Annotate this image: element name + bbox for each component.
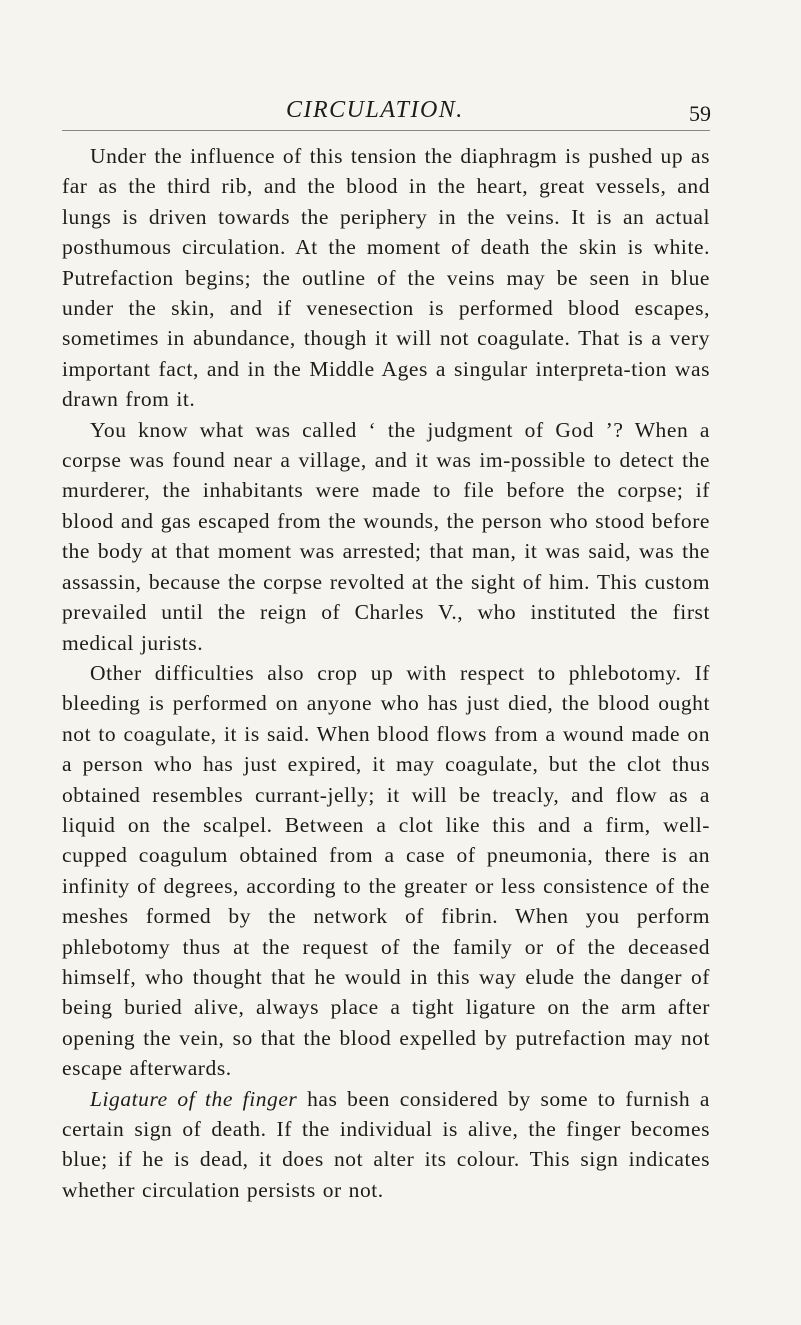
running-head bbox=[0, 96, 801, 126]
italic-lead: Ligature of the finger bbox=[90, 1086, 298, 1111]
paragraph-judgment-of-god: You know what was called ‘ the judgment of God ’? When a corpse was found near a village, and it was im-possible to detect the murderer, the inhabitants were made to file before the corpse; if blood and gas escaped from the wounds, the person who stood before the body at that moment was arrested; that man, it was said, was the assassin, because the corpse revolted at the sight of him. This custom prevailed until the reign of Charles V., who instituted the first medical jurists. bbox=[62, 417, 710, 655]
paragraph-posthumous-circulation: Under the influence of this tension the diaphragm is pushed up as far as the third rib, and the blood in the heart, great vessels, and lungs is driven towards the periphery in the veins. It is an actual posthumous circulation. At the moment of death the skin is white. Putrefaction begins; the outline of the veins may be seen in blue under the skin, and if venesection is performed blood escapes, sometimes in abundance, though it will not coagulate. That is a very important fact, and in the Middle Ages a singular interpreta-tion was drawn from it. bbox=[62, 144, 710, 412]
body-text bbox=[62, 141, 710, 1205]
paragraph-ligature-of-finger bbox=[62, 1084, 710, 1206]
page-number: 59 bbox=[689, 101, 711, 126]
running-title: CIRCULATION. bbox=[286, 97, 464, 123]
paragraph-rest: has been considered by some to furnish a certain sign of death. If the individual is alive, the finger becomes blue; if he is dead, it does not alter its colour. This sign indicates whether circulation persists or not. bbox=[62, 1086, 710, 1202]
paragraph-phlebotomy: Other difficulties also crop up with respect to phlebotomy. If bleeding is performed on anyone who has just died, the blood ought not to coagulate, it is said. When blood flows from a wound made on a person who has just expired, it may coagulate, but the clot thus obtained resembles currant-jelly; it will be treacly, and flow as a liquid on the scalpel. Between a clot like this and a firm, well-cupped coagulum obtained from a case of pneumonia, there is an infinity of degrees, according to the greater or less consistence of the meshes formed by the network of fibrin. When you perform phlebotomy thus at the request of the family or of the deceased himself, who thought that he would in this way elude the danger of being buried alive, always place a tight ligature on the arm after opening the vein, so that the blood expelled by putrefaction may not escape afterwards. bbox=[62, 660, 710, 1081]
header-rule bbox=[62, 130, 710, 131]
